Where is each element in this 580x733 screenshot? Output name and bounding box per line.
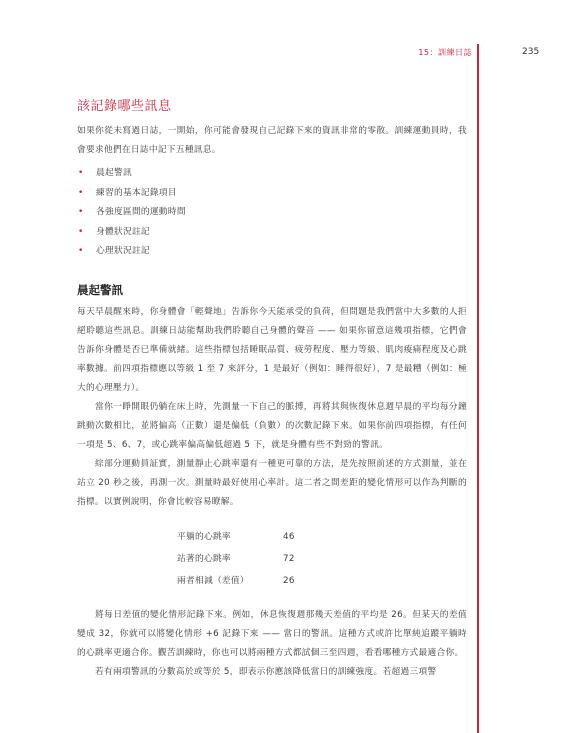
page-number: 235 bbox=[522, 47, 540, 57]
bullet-icon: • bbox=[78, 207, 84, 217]
table-cell-value: 46 bbox=[283, 531, 295, 542]
bullet-icon: • bbox=[78, 168, 84, 178]
paragraph: 將每日差值的變化情形記錄下來。例如，休息恢復週那幾天差值的平均是 26。但某天的差值變成 32，你就可以將變化情形 +6 記錄下來 —— 當日的警訊。這種方式或許比單純追蹤平躺時的心跳率更適合你。觀苦訓練時，你也可以將兩種方式都試個三至四週，看看哪種方式最適合你。 bbox=[77, 609, 467, 658]
list-item-text: 練習的基本記錄項目 bbox=[96, 187, 177, 198]
chapter-number: 15 bbox=[418, 48, 430, 57]
bullet-icon: • bbox=[78, 226, 84, 237]
table-cell-value: 26 bbox=[283, 575, 295, 586]
list-item bbox=[77, 242, 467, 262]
table-cell-label: 平躺的心跳率 bbox=[177, 531, 231, 542]
section-intro: 如果你從未寫過日誌，一開始，你可能會發現自己記錄下來的資訊非常的零散。訓練運動員時，我會要求他們在日誌中記下五種訊息。 bbox=[77, 126, 467, 155]
list-item-text: 晨起警訊 bbox=[96, 168, 132, 178]
heart-rate-table bbox=[177, 526, 295, 592]
list-item-text: 心理狀況註記 bbox=[96, 246, 150, 256]
table-row bbox=[177, 548, 295, 570]
info-list bbox=[77, 164, 467, 262]
list-item bbox=[77, 184, 467, 204]
paragraph: 當你一睜開眼仍躺在床上時，先測量一下自己的脈搏，再將其與恢復休息週早晨的平均每分鐘跳動次數相比，並將偏高（正數）還是偏低（負數）的次數記錄下來。如果你前四項指標，有任何一項是 5、6、7，或心跳率偏高偏低超過 5 下，就是身體有些不對勁的警訊。 bbox=[77, 401, 467, 450]
table-row bbox=[177, 570, 295, 592]
header-separator: ： bbox=[429, 48, 438, 57]
list-item-text: 各強度區間的運動時間 bbox=[96, 207, 186, 217]
subsection-title: 晨起警訊 bbox=[77, 282, 123, 297]
table-cell-label: 站著的心跳率 bbox=[177, 553, 231, 564]
paragraph: 若有兩項警訊的分數高於或等於 5，即表示你應該降低當日的訓練強度。若超過三項警 bbox=[95, 666, 437, 677]
running-header bbox=[396, 47, 472, 58]
bullet-icon: • bbox=[78, 187, 84, 198]
chapter-title: 訓練日誌 bbox=[438, 48, 472, 57]
table-row bbox=[177, 526, 295, 548]
bullet-icon: • bbox=[78, 246, 84, 256]
page-body bbox=[77, 98, 467, 682]
section-title: 該記錄哪些訊息 bbox=[77, 99, 172, 114]
table-cell-value: 72 bbox=[283, 553, 295, 564]
list-item bbox=[77, 223, 467, 243]
list-item bbox=[77, 203, 467, 223]
list-item-text: 身體狀況註記 bbox=[96, 226, 150, 237]
table-cell-label: 兩者相減（差值） bbox=[177, 575, 249, 586]
paragraph: 每天早晨醒來時，你身體會「輕聲地」告訴你今天能承受的負荷，但問題是我們當中大多數的人拒絕聆聽這些訊息。訓練日誌能幫助我們聆聽自己身體的聲音 —— 如果你留意這幾項指標，它們會告訴你身體是否已準備就緒。這些指標包括睡眠品質、疲勞程度、壓力等級、肌肉痠痛程度及心跳率數據。前四項指標應以等級 1 至 7 來評分，1 是最好（例如：睡得很好），7 是最糟（例如：極大的心理壓力）。 bbox=[77, 306, 467, 393]
page-margin-rule bbox=[477, 44, 479, 733]
list-item bbox=[77, 164, 467, 184]
paragraph: 綜部分運動員証實，測量靜止心跳率還有一種更可靠的方法，是先按照前述的方式測量，並在站立 20 秒之後，再測一次。測量時最好使用心率計。這二者之間差距的變化情形可以作為判斷的指標。以實例說明，你會比較容易瞭解。 bbox=[77, 458, 467, 507]
